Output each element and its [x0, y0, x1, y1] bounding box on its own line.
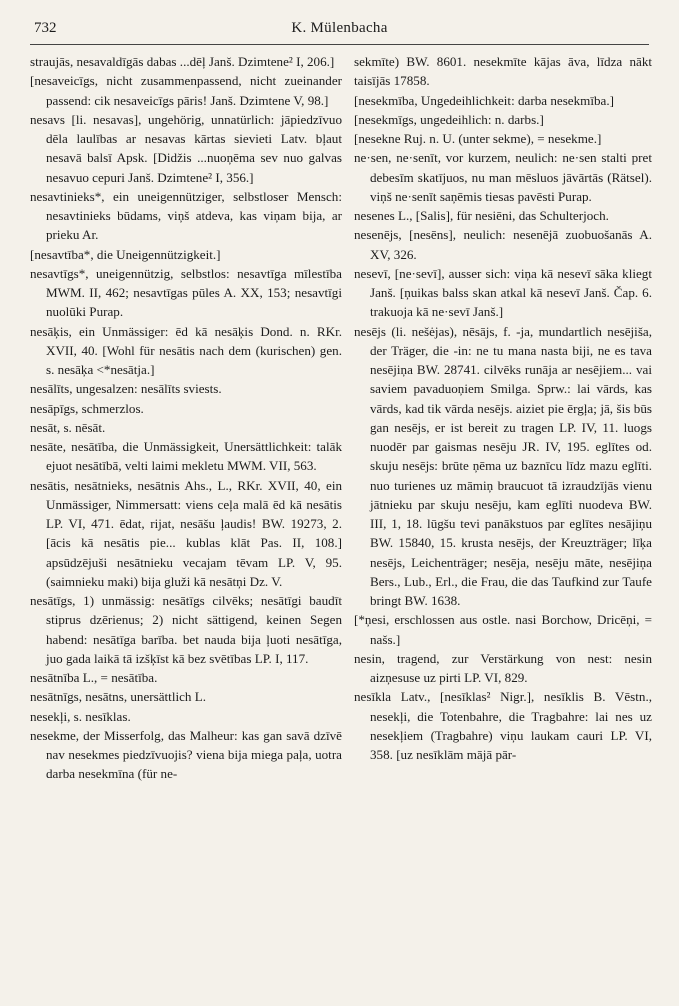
entry-nesikla: nesīkla Latv., [nesīklas² Nigr.], nesīklis B. Vēstn., nesekļi, die Totenbahre, die Tragbahre: lai nes uz nesekļiem (Tragbahre) viņu laukam cauri LP. VI, 358. [uz nesīklām mājā pār-: [354, 689, 652, 762]
entry-nesatniba: nesātnība L., = nesātība.: [30, 670, 158, 685]
entry-nesavtinieks: nesavtinieks*, ein uneigennütziger, selbstloser Mensch: nesavtinieks būdams, viņš atdeva, kas viņam bija, ar prieku Ar.: [30, 188, 342, 243]
entry-nesalits: nesālīts, ungesalzen: nesālīts sviests.: [30, 381, 222, 397]
entry-nesavs: nesavs [li. nesavas], ungehörig, unnatürlich: jāpiedzīvuo dēla laulības ar nesavas kārtas sievieti Latv. bļaut nesavā balsī Apsk. [Didžis ...nuoņēma sev nuo galvas nesavuo cepuri Janš. Dzimtene² I, 356.]: [30, 111, 342, 185]
entry-nesevi: nesevī, [ne·sevī], ausser sich: viņa kā nesevī sāka kliegt Janš. [ņuikas balss skan atkal kā nesevī Janš. Čap. 6. trakuoja kā ne·sevī Janš.]: [354, 265, 652, 320]
entry-nesapigs: nesāpīgs, schmerzlos.: [30, 400, 144, 416]
page-number: 732: [34, 20, 57, 36]
entry-nesenejs: nesenējs, [nesēns], neulich: nesenējā zuobuošanās A. XV, 326.: [354, 227, 652, 262]
entry-nesatigs: nesātīgs, 1) unmässig: nesātīgs cilvēks; nesātīgi baudīt stiprus dzērienus; 2) nicht sättigend, keinen Segen habend: nesātīga barība. bet nauda bija ļuoti nesātīga, juo gada laikā tā izšķīst kā bez svētības LP. I, 117.: [30, 593, 342, 666]
entry-nesekmigs: [nesekmīgs, ungedeihlich: n. darbs.]: [354, 111, 544, 127]
entry-nesejs: nesējs (li. nešėjas), nēsājs, f. -ja, mundartlich nesējiša, der Träger, die -in: ne tu mana nasta biji, ne es tava nesējiņa BW. 28741. cilvēks runāja ar nesējiem... vai saviem pavaduoņiem Smilga. Sprw.: lai vārds, kas vārds, kad tik vārda nesējs. aiziet pie ērgļa; jā, šis būs gan nesējs, er ist bereit zu tragen LP. IV, 11. luogs nuodēr par gaismas nesēju JR. IV, 195. eglītes od. skuju nesējs: brūte ņēma uz baznīcu līdz mazu eglīti. nuo turienes uz māmiņ braucuot tā izraudzījās vienu jātnieku par skuju nesēju, kam eglīti nuodeva BW. III, 1, 18. lūgšu tevi panākstuos par eglītes nesājiņu BW. 15840, 15. krusta nesējs, der Kreuzträger; līķa nesējs, Leichenträger; nesēja, nesēju māte, nesējiņa Bers., Lub., Erl., die Frau, die das Taufkind zur Taufe bringt BW. 1638.: [354, 323, 652, 608]
entry-nesavtiba: [nesavtība*, die Uneigennützigkeit.]: [30, 246, 221, 262]
entry-nesate: nesāte, nesātība, die Unmässigkeit, Unersättlichkeit: talāk ejuot nesātībā, velti laimi mekletu MWM. VII, 563.: [30, 439, 342, 474]
entry-nesekme: nesekme, der Misserfolg, das Malheur: kas gan savā dzīvē nav nesekmes piedzīvuojis? viena bija miega paļa, uotra darba nesekmīna (für ne-: [30, 727, 342, 782]
entry-nesakis: nesāķis, ein Unmässiger: ēd kā nesāķis Dond. n. RKr. XVII, 40. [Wohl für nesātis nach dem (kurischen) gen. s. nesāķa <*nesātja.]: [30, 323, 342, 377]
entry-continuation: sekmīte) BW. 8601. nesekmīte kājas āva, līdza nākt taisījās 17858.: [354, 54, 652, 89]
entry-neseklji: nesekļi, s. nesīklas.: [30, 708, 131, 724]
entry-nesavtigs: nesavtīgs*, uneigennützig, selbstlos: nesavtīga mīlestība MWM. II, 462; nesavtīgas pūles A. XX, 153; nesavtīgi nuolūki Purap.: [30, 265, 342, 320]
entry-nesatnigs: nesātnīgs, nesātns, unersättlich L.: [30, 689, 206, 705]
entry-nesekne: [nesekne Ruj. n. U. (unter sekme), = nesekme.]: [354, 131, 602, 146]
entry-continuation: straujās, nesavaldīgās dabas ...dēļ Janš. Dzimtene² I, 206.]: [30, 54, 335, 69]
entry-nesat: nesāt, s. nēsāt.: [30, 419, 106, 435]
running-head: K. Mülenbacha: [291, 20, 388, 36]
entry-nesen: ne·sen, ne·senīt, vor kurzem, neulich: ne·sen stalti pret debesīm skatījuos, nu man mēsluos jāvārtās (Rätsel). viņš ne·senīt saņēmis tiesas pavēsti Purap.: [354, 150, 652, 204]
entry-nesi: [*ņesi, erschlossen aus ostle. nasi Borchow, Dricēņi, = našs.]: [354, 612, 652, 647]
page-header: [30, 18, 649, 45]
entry-nesatis: nesātis, nesātnieks, nesātnis Ahs., L., RKr. XVII, 40, ein Unmässiger, Nimmersatt: viens ceļa malā ēd kā nesātis LP. VI, 471. ēdat, rijat, nesāšu ļaudis! BW. 19273, 2. [ācis kā nesātis pie... kublas klāt Pas. II, 108.] apsūdzējuši nesātnieku vecajam tēvam LP. V, 95. (saimnieku maki) bija gluži kā nesātņi Dz. V.: [30, 477, 342, 589]
left-column: [30, 52, 342, 784]
right-column: [354, 52, 652, 764]
entry-nesaveicigs: [nesaveicīgs, nicht zusammenpassend, nicht zueinander passend: cik nesaveicīgs pāris! Janš. Dzimtene V, 98.]: [30, 73, 342, 108]
entry-nesenes: nesenes L., [Salis], für nesiēni, das Schulterjoch.: [354, 208, 609, 223]
entry-nesin: nesin, tragend, zur Verstärkung von nest: nesin aizņesuse uz pirti LP. VI, 829.: [354, 650, 652, 685]
entry-nesekmiba: [nesekmība, Ungedeihlichkeit: darba nesekmība.]: [354, 92, 614, 108]
